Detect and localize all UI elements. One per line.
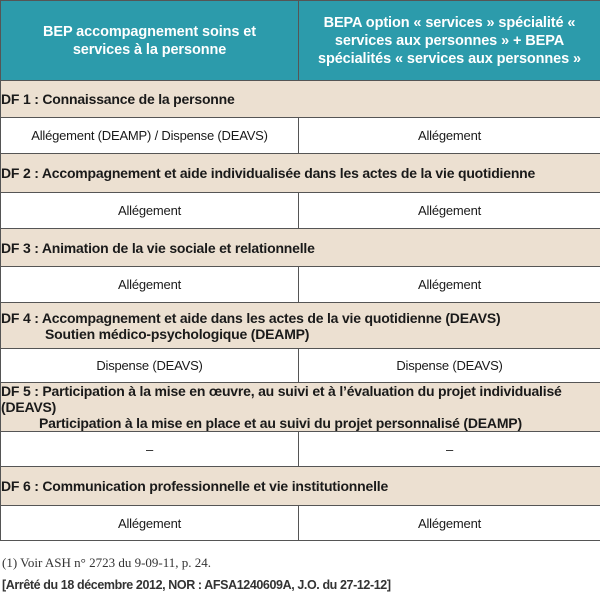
df-row-1 [1,81,600,118]
value-row-5 [1,432,600,467]
df-title: DF 6 : Communication professionnelle et vie institutionnelle [1,467,600,506]
df-title: DF 2 : Accompagnement et aide individualisée dans les actes de la vie quotidienne [1,154,600,193]
df-row-3 [1,229,600,267]
df-title: DF 3 : Animation de la vie sociale et relationnelle [1,229,600,267]
value-cell-col1: Allégement (DEAMP) / Dispense (DEAVS) [1,118,299,154]
df-title-cell [1,303,600,349]
value-row-6 [1,506,600,541]
df-row-6 [1,467,600,506]
value-cell-col1: Allégement [1,267,299,303]
footnote: (1) Voir ASH n° 2723 du 9-09-11, p. 24. [2,555,211,570]
df-title-cell [1,383,600,432]
value-cell-col2: Allégement [299,118,600,154]
df-row-4 [1,303,600,349]
header-col1: BEP accompagnement soins et services à la personne [1,1,299,81]
value-cell-col2: Allégement [299,267,600,303]
value-row-3 [1,267,600,303]
value-row-2 [1,193,600,229]
df-title: DF 4 : Accompagnement et aide dans les actes de la vie quotidienne (DEAVS) [1,309,501,326]
header-col2: BEPA option « services » spécialité « services aux personnes » + BEPA spécialités « services aux personnes » [299,1,600,81]
value-cell-col2: Dispense (DEAVS) [299,349,600,383]
value-cell-col2: – [299,432,600,467]
value-cell-col1: Dispense (DEAVS) [1,349,299,383]
df-title: DF 1 : Connaissance de la personne [1,81,600,118]
df-row-5 [1,383,600,432]
df-title-line2: Participation à la mise en place et au suivi du projet personnalisé (DEAMP) [39,415,522,431]
value-cell-col1: – [1,432,299,467]
header-row [1,1,600,81]
df-title: DF 5 : Participation à la mise en œuvre, au suivi et à l’évaluation du projet individualisé (DEAVS) [1,383,562,415]
value-row-1 [1,118,600,154]
value-cell-col1: Allégement [1,506,299,541]
value-row-4 [1,349,600,383]
df-title-line2: Soutien médico-psychologique (DEAMP) [45,325,310,342]
df-row-2 [1,154,600,193]
value-cell-col1: Allégement [1,193,299,229]
source-reference: [Arrêté du 18 décembre 2012, NOR : AFSA1240609A, J.O. du 27-12-12] [2,578,391,592]
value-cell-col2: Allégement [299,193,600,229]
value-cell-col2: Allégement [299,506,600,541]
